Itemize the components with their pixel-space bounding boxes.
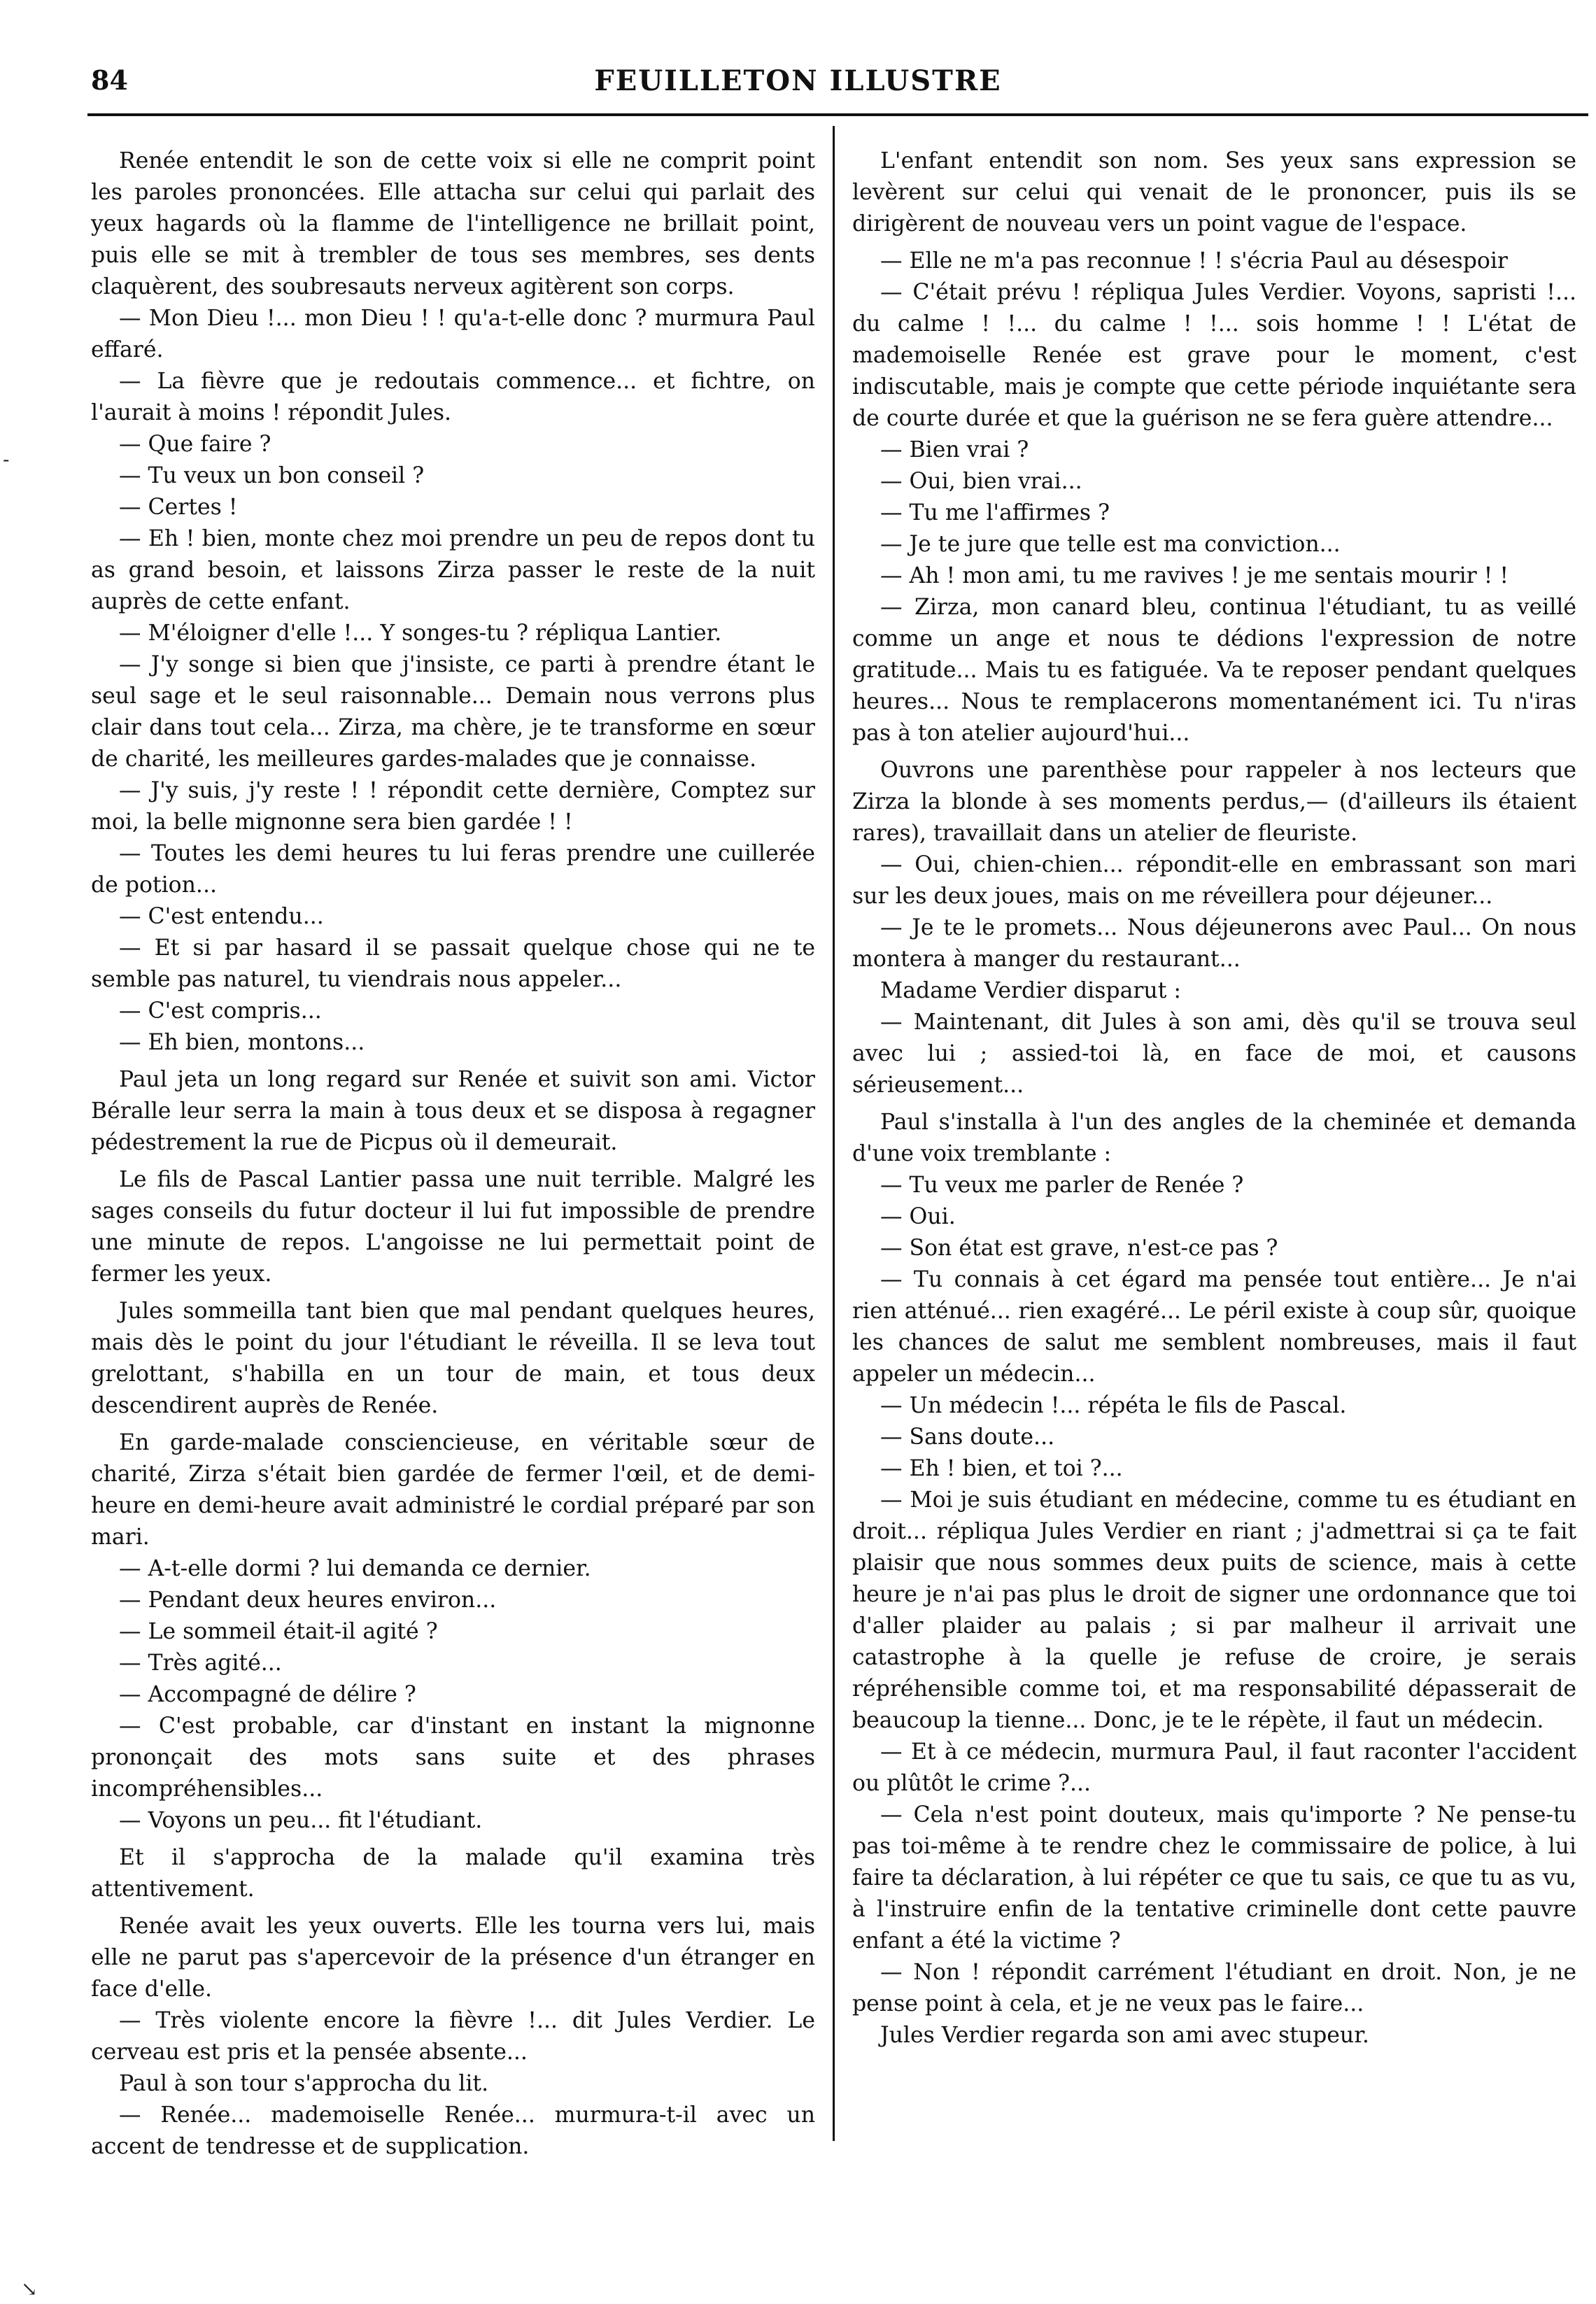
paragraph: — Eh ! bien, monte chez moi prendre un peu de repos dont tu as grand besoin, et laissons Zirza passer le reste de la nuit auprès de cette enfant. — [91, 526, 815, 614]
paragraph: — A-t-elle dormi ? lui demanda ce dernier. — [119, 1556, 591, 1581]
paragraph: — Et si par hasard il se passait quelque chose qui ne te semble pas naturel, tu viendrais nous appeler... — [91, 935, 815, 992]
paragraph: Ouvrons une parenthèse pour rappeler à nos lecteurs que Zirza la blonde à ses moments perdus,— (d'ailleurs ils étaient rares), travaillait dans un atelier de fleuriste. — [852, 758, 1576, 846]
paragraph: — Son état est grave, n'est-ce pas ? — [880, 1236, 1278, 1261]
paragraph: Paul à son tour s'approcha du lit. — [119, 2071, 489, 2096]
paragraph: — Renée... mademoiselle Renée... murmura-t-il avec un accent de tendresse et de supplication. — [91, 2102, 815, 2159]
paragraph: — Eh ! bien, et toi ?... — [880, 1456, 1123, 1481]
page-number: 84 — [91, 64, 128, 96]
paragraph: — Tu veux un bon conseil ? — [119, 463, 425, 488]
paragraph: — Ah ! mon ami, tu me ravives ! je me sentais mourir ! ! — [880, 563, 1509, 588]
paragraph: — Non ! répondit carrément l'étudiant en droit. Non, je ne pense point à cela, et je ne veux pas le faire... — [852, 1960, 1576, 2016]
paragraph: — Oui. — [880, 1204, 956, 1229]
paragraph: — Maintenant, dit Jules à son ami, dès qu'il se trouva seul avec lui ; assied-toi là, en face de moi, et causons sérieusement... — [852, 1010, 1576, 1098]
paragraph: Et il s'approcha de la malade qu'il examina très attentivement. — [91, 1845, 815, 1902]
paragraph: Paul jeta un long regard sur Renée et suivit son ami. Victor Béralle leur serra la main à tous deux et se disposa à regagner pédestrement la rue de Picpus où il demeurait. — [91, 1067, 815, 1155]
paragraph: — Tu veux me parler de Renée ? — [880, 1173, 1244, 1198]
paragraph: — La fièvre que je redoutais commence... et fichtre, on l'aurait à moins ! répondit Jules. — [91, 369, 815, 425]
paragraph: Le fils de Pascal Lantier passa une nuit terrible. Malgré les sages conseils du futur docteur il lui fut impossible de prendre une minute de repos. L'angoisse ne lui permettait point de fermer les yeux. — [91, 1167, 815, 1287]
paragraph: — Zirza, mon canard bleu, continua l'étudiant, tu as veillé comme un ange et nous te dédions l'expression de notre gratitude... Mais tu es fatiguée. Va te reposer pendant quelques heures... Nous te remplacerons momentanément ici. Tu n'iras pas à ton atelier aujourd'hui... — [852, 595, 1576, 746]
paragraph: — Tu me l'affirmes ? — [880, 500, 1110, 525]
paragraph: Jules sommeilla tant bien que mal pendant quelques heures, mais dès le point du jour l'étudiant le réveilla. Il se leva tout grelottant, s'habilla en un tour de main, et tous deux descendirent auprès de Renée. — [91, 1299, 815, 1418]
paragraph: — M'éloigner d'elle !... Y songes-tu ? répliqua Lantier. — [119, 621, 722, 646]
paragraph: — Je te jure que telle est ma conviction... — [880, 532, 1341, 557]
paragraph: — Très violente encore la fièvre !... dit Jules Verdier. Le cerveau est pris et la pensée absente... — [91, 2008, 815, 2065]
margin-mark: - — [3, 448, 10, 471]
running-title: FEUILLETON ILLUSTRE — [594, 64, 1002, 97]
right-column — [852, 146, 1576, 2051]
paragraph: L'enfant entendit son nom. Ses yeux sans expression se levèrent sur celui qui venait de le prononcer, puis ils se dirigèrent de nouveau vers un point vague de l'espace. — [852, 148, 1576, 236]
paragraph: Renée entendit le son de cette voix si elle ne comprit point les paroles prononcées. Elle attacha sur celui qui parlait des yeux hagards où la flamme de l'intelligence ne brillait point, puis elle se mit à trembler de tous ses membres, ses dents claquèrent, des soubresauts nerveux agitèrent son corps. — [91, 148, 815, 299]
paragraph: — C'est probable, car d'instant en instant la mignonne prononçait des mots sans suite et des phrases incompréhensibles... — [91, 1713, 815, 1802]
paragraph: — Mon Dieu !... mon Dieu ! ! qu'a-t-elle donc ? murmura Paul effaré. — [91, 306, 815, 362]
paragraph: — J'y suis, j'y reste ! ! répondit cette dernière, Comptez sur moi, la belle mignonne sera bien gardée ! ! — [91, 778, 815, 835]
column-divider — [833, 126, 835, 2141]
paragraph: — Toutes les demi heures tu lui feras prendre une cuillerée de potion... — [91, 841, 815, 898]
paragraph: — J'y songe si bien que j'insiste, ce parti à prendre étant le seul sage et le seul raisonnable... Demain nous verrons plus clair dans tout cela... Zirza, ma chère, je te transforme en sœur de charité, les meilleures gardes-malades que je connaisse. — [91, 652, 815, 772]
paragraph: — Le sommeil était-il agité ? — [119, 1619, 438, 1644]
paragraph: — Eh bien, montons... — [119, 1030, 365, 1055]
paragraph: — Elle ne m'a pas reconnue ! ! s'écria Paul au désespoir — [880, 248, 1508, 274]
paragraph: — Un médecin !... répéta le fils de Pascal. — [880, 1393, 1347, 1418]
paragraph: En garde-malade consciencieuse, en véritable sœur de charité, Zirza s'était bien gardée de fermer l'œil, et de demi-heure en demi-heure avait administré le cordial préparé par son mari. — [91, 1430, 815, 1550]
paragraph: — C'est compris... — [119, 998, 322, 1024]
paragraph: — Cela n'est point douteux, mais qu'importe ? Ne pense-tu pas toi-même à te rendre chez le commissaire de police, à lui faire ta déclaration, à lui répéter ce que tu sais, ce que tu as vu, à l'instruire enfin de la tentative criminelle dont cette pauvre enfant a été la victime ? — [852, 1802, 1576, 1953]
paragraph: Madame Verdier disparut : — [880, 978, 1181, 1003]
corner-mark-icon: ↘ — [21, 2277, 38, 2301]
paragraph: — Moi je suis étudiant en médecine, comme tu es étudiant en droit... répliqua Jules Verdier en riant ; j'admettrai si ça te fait plaisir que nous sommes deux puits de science, mais à cette heure je n'ai pas plus le droit de signer une ordonnance que toi d'aller plaider au palais ; si par malheur il arrivait une catastrophe à la quelle je refuse de croire, je serais répréhensible comme toi, et ma responsabilité dépasserait de beaucoup la tienne... Donc, je te le répète, il faut un médecin. — [852, 1487, 1576, 1733]
header-rule — [87, 113, 1588, 116]
page-header — [0, 0, 1596, 126]
paragraph: — Très agité... — [119, 1651, 282, 1676]
paragraph: — Voyons un peu... fit l'étudiant. — [119, 1808, 483, 1833]
paragraph: — C'était prévu ! répliqua Jules Verdier. Voyons, sapristi !... du calme ! !... du calme ! !... sois homme ! ! L'état de mademoiselle Renée est grave pour le moment, c'est indiscutable, mais je compte que cette période inquiétante sera de courte durée et que la guérison ne se fera guère attendre... — [852, 280, 1576, 431]
paragraph: — Oui, chien-chien... répondit-elle en embrassant son mari sur les deux joues, mais on me réveillera pour déjeuner... — [852, 852, 1576, 909]
paragraph: — Accompagné de délire ? — [119, 1682, 416, 1707]
paragraph: — Oui, bien vrai... — [880, 469, 1082, 494]
paragraph: Renée avait les yeux ouverts. Elle les tourna vers lui, mais elle ne parut pas s'apercevoir de la présence d'un étranger en face d'elle. — [91, 1914, 815, 2002]
paragraph: — Que faire ? — [119, 432, 271, 457]
paragraph: Jules Verdier regarda son ami avec stupeur. — [880, 2023, 1369, 2048]
paragraph: — Et à ce médecin, murmura Paul, il faut raconter l'accident ou plûtôt le crime ?... — [852, 1739, 1576, 1796]
paragraph: — Je te le promets... Nous déjeunerons avec Paul... On nous montera à manger du restaurant... — [852, 915, 1576, 972]
paragraph: — Tu connais à cet égard ma pensée tout entière... Je n'ai rien atténué... rien exagéré... Le péril existe à coup sûr, quoique les chances de salut me semblent nombreuses, mais il faut appeler un médecin... — [852, 1267, 1576, 1387]
paragraph: — C'est entendu... — [119, 904, 324, 929]
paragraph: — Sans doute... — [880, 1425, 1055, 1450]
paragraph: — Certes ! — [119, 495, 238, 520]
left-column — [91, 146, 815, 2163]
paragraph: Paul s'installa à l'un des angles de la cheminée et demanda d'une voix tremblante : — [852, 1110, 1576, 1166]
paragraph: — Pendant deux heures environ... — [119, 1588, 497, 1613]
paragraph: — Bien vrai ? — [880, 437, 1029, 462]
